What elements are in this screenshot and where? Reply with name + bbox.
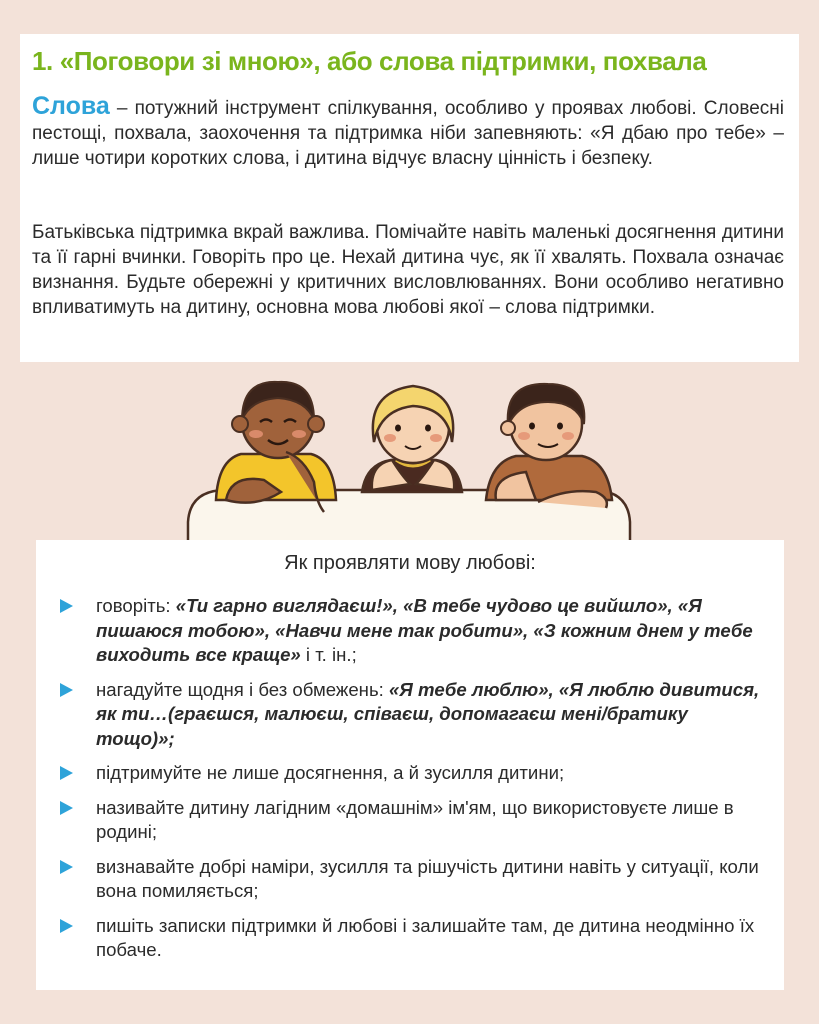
tips-card xyxy=(36,540,784,990)
tips-list xyxy=(58,594,770,973)
item-text: підтримуйте не лише досягнення, а й зусилля дитини; xyxy=(96,762,565,783)
item-text: пишіть записки підтримки й любові і залишайте там, де дитина неодмінно їх побаче. xyxy=(96,914,755,960)
lead-word: Слова xyxy=(32,92,110,120)
item-text: нагадуйте щодня і без обмежень: xyxy=(96,678,389,700)
list-item xyxy=(58,594,770,668)
list-item xyxy=(58,678,770,752)
triangle-bullet-icon xyxy=(60,801,73,815)
item-suffix: і т. ін.; xyxy=(300,644,357,665)
item-text: називайте дитину лагідним «домашнім» ім'ям, що використовуєте лише в родині; xyxy=(96,796,734,842)
item-text: говоріть: xyxy=(96,595,176,616)
triangle-bullet-icon xyxy=(60,766,73,780)
triangle-bullet-icon xyxy=(60,860,73,874)
item-quote: «Я тебе люблю», «Я люблю дивитися, як ти…(граєшся, малюєш, співаєш, допомагаєш мені/братику тощо)»; xyxy=(96,678,760,749)
intro-card xyxy=(20,34,799,362)
child-left xyxy=(216,382,336,512)
child-right xyxy=(486,384,612,508)
child-middle xyxy=(362,386,462,492)
list-title: Як проявляти мову любові: xyxy=(284,552,536,574)
triangle-bullet-icon xyxy=(60,599,73,613)
list-item xyxy=(58,855,770,904)
item-text: визнавайте добрі наміри, зусилля та рішучість дитини навіть у ситуації, коли вона помиляється; xyxy=(96,855,759,901)
support-paragraph: Батьківська підтримка вкрай важлива. Помічайте навіть маленькі досягнення дитини та її гарні вчинки. Говоріть про це. Нехай дитина чує, як її хвалять. Похвала означає визнання. Будьте обережні у критичних висловлюваннях. Вони особливо негативно впливатимуть на дитину, основна мова любові якої – слова підтримки. xyxy=(32,222,784,318)
section-heading: 1. «Поговори зі мною», або слова підтримки, похвала xyxy=(32,46,707,76)
intro-paragraph xyxy=(32,94,784,171)
intro-text: – потужний інструмент спілкування, особливо у проявах любові. Словесні пестощі, похвала, заохочення та підтримка ніби запевняють: «Я дбаю про тебе» – лише чотири коротких слова, і дитина відчує власну цінність і безпеку. xyxy=(32,98,784,169)
children-illustration xyxy=(186,372,632,542)
item-quote: «Ти гарно виглядаєш!», «В тебе чудово це вийшло», «Я пишаюся тобою», «Навчи мене так робити», «З кожним днем у тебе виходить все краще» xyxy=(96,595,753,665)
triangle-bullet-icon xyxy=(60,683,73,697)
list-item xyxy=(58,914,770,963)
triangle-bullet-icon xyxy=(60,919,73,933)
list-item xyxy=(58,796,770,845)
list-item xyxy=(58,761,770,786)
